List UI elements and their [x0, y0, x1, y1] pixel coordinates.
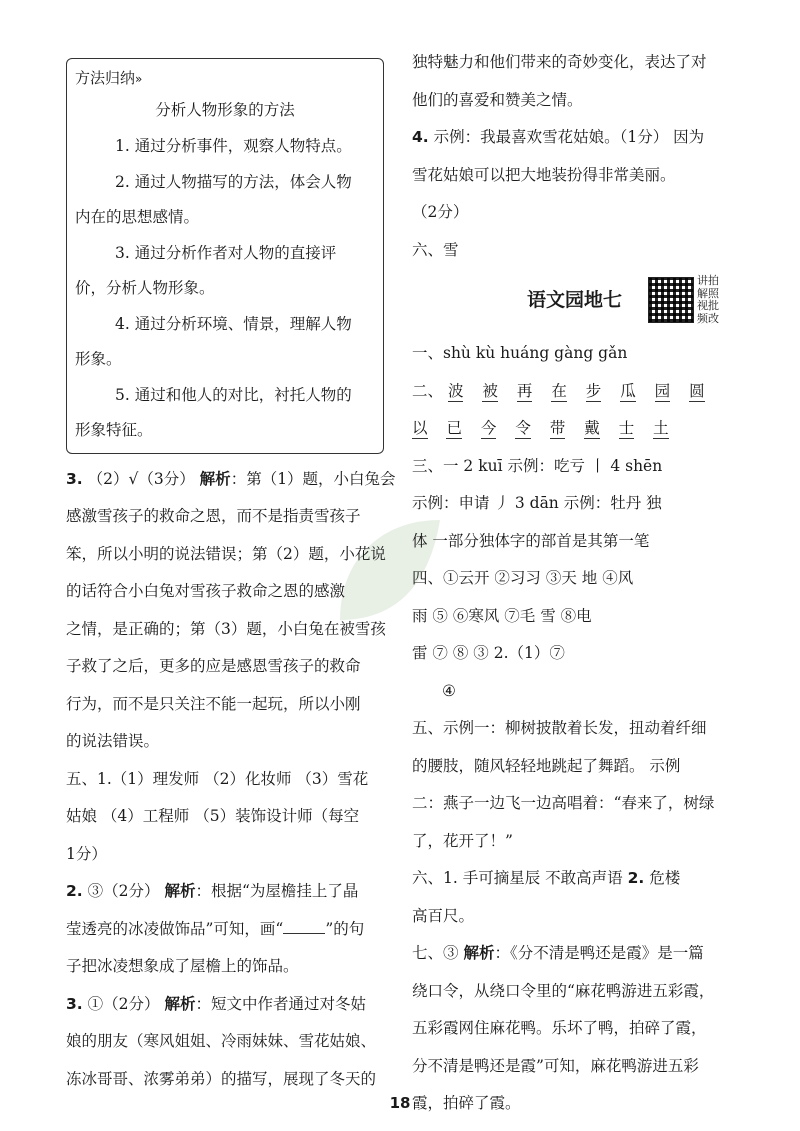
- q3-text: 子救了之后，更多的应是感恩雪孩子的救命: [66, 657, 361, 675]
- section-seven-analysis-label: 解析: [463, 944, 495, 962]
- method-box-tag: [75, 61, 375, 91]
- underline-blank: [283, 919, 325, 934]
- word-pair-char: 带: [549, 419, 566, 437]
- qr-caption: [697, 275, 727, 325]
- continued-text: 他们的喜爱和赞美之情。: [412, 90, 583, 109]
- q5-2-line: [66, 911, 388, 949]
- qr-caption-line: 频改: [697, 311, 719, 325]
- q3-answer-line: [66, 461, 396, 499]
- method-box-tag-text: 方法归纳: [75, 69, 136, 87]
- q3-text: 之情，是正确的；第（3）题，小白兔在被雪孩: [66, 619, 386, 638]
- q4-text: （2分）: [412, 203, 469, 221]
- section-three-line: 体 一部分独体字的部首是其第一笔: [412, 531, 650, 550]
- section-five-line: 姑娘 （4）工程师 （5）装饰设计师（每空: [66, 807, 360, 825]
- section-seven-text: 绕口令，从绕口令里的“麻花鸭游进五彩霞，: [412, 981, 715, 1000]
- section-seven-text: 霞，拍碎了霞。: [412, 1094, 521, 1112]
- q5-3-line: [66, 986, 388, 1024]
- q3-number: 3.: [66, 469, 83, 488]
- method-line: 价，分析人物形象。: [75, 279, 215, 297]
- q3-text: ：第（1）题，小白兔会: [230, 469, 396, 488]
- q5-3-number: 3.: [66, 994, 83, 1013]
- section-one-pinyin: 一、shù kù huáng gàng gǎn: [412, 344, 628, 362]
- method-box: [66, 58, 384, 454]
- section-seven-line: [412, 935, 742, 973]
- word-pair-char: 已: [446, 419, 462, 437]
- q5-2-number: 2.: [66, 882, 83, 900]
- q3-analysis-label: 解析: [199, 469, 231, 488]
- q4-line: [412, 119, 742, 157]
- qr-caption-line: 解照: [697, 286, 719, 300]
- section-six-b-prefix: 六、1.: [412, 869, 458, 887]
- q5-3-text: 冻冰哥哥、浓雾弟弟）的描写，展现了冬天的: [66, 1069, 377, 1088]
- word-pair-char: 土: [653, 419, 669, 437]
- qr-caption-line: 讲拍: [697, 274, 719, 287]
- section-six-answer: 六、雪: [412, 240, 459, 259]
- qr-caption-line: 视批: [697, 299, 719, 312]
- qr-code-icon[interactable]: [648, 277, 694, 323]
- word-pair-char: 再: [516, 381, 533, 400]
- section-title: 语文园地七: [527, 289, 623, 311]
- q4-number: 4.: [412, 128, 429, 146]
- section-two-row: [412, 410, 742, 448]
- method-line: 形象。: [75, 350, 122, 368]
- section-two-prefix: 二、: [412, 381, 444, 400]
- section-three-line: 示例：申请 丿 3 dān 示例：牡丹 独: [412, 494, 662, 512]
- word-pair-char: 瓜: [620, 381, 636, 400]
- word-pair-char: 波: [447, 381, 464, 400]
- section-heading: [412, 269, 742, 335]
- method-line: 5. 通过和他人的对比，衬托人物的: [115, 385, 352, 404]
- continued-text: 独特魅力和他们带来的奇妙变化，表达了对: [412, 53, 707, 71]
- section-three-line: 三、一 2 kuī 示例：吃亏 丨 4 shēn: [412, 456, 663, 475]
- word-pair-char: 圆: [689, 381, 705, 400]
- section-five-line: 五、1.（1）理发师 （2）化妆师 （3）雪花: [66, 769, 369, 788]
- word-pair-char: 令: [515, 419, 531, 437]
- method-line: 内在的思想感情。: [75, 208, 200, 226]
- q5-2-score: ③（2分）: [87, 882, 160, 900]
- word-pair-char: 被: [482, 381, 498, 400]
- q4-text: 示例：我最喜欢雪花姑娘。（1分） 因为: [433, 128, 705, 146]
- section-six-b-number: 2.: [627, 869, 645, 887]
- section-five-line: 二：燕子一边飞一边高唱着：“春来了，树绿: [412, 794, 715, 812]
- section-seven-prefix: 七、③: [412, 944, 464, 962]
- word-pair-char: 今: [480, 419, 497, 437]
- word-pair-char: 以: [412, 419, 428, 437]
- q3-text: 笨，所以小明的说法错误；第（2）题，小花说: [66, 544, 386, 563]
- section-six-b-line: [412, 860, 742, 898]
- word-pair-char: 戴: [584, 419, 600, 437]
- word-pair-char: 步: [585, 381, 602, 400]
- section-five-line: 的腰肢，随风轻轻地跳起了舞蹈。 示例: [412, 756, 681, 775]
- word-pair-char: 园: [654, 381, 671, 400]
- q5-3-analysis-label: 解析: [164, 994, 196, 1013]
- q3-text: 感激雪孩子的救命之恩，而不是指责雪孩子: [66, 507, 361, 525]
- page-number: 18: [389, 1094, 411, 1112]
- q5-3-text: 娘的朋友（寒风姐姐、冷雨妹妹、雪花姑娘、: [66, 1032, 377, 1050]
- q5-3-score: ①（2分）: [87, 994, 160, 1013]
- section-two-row: [412, 373, 742, 411]
- method-line: 3. 通过分析作者对人物的直接评: [115, 243, 337, 262]
- section-five-line: 五、示例一：柳树披散着长发，扭动着纤细: [412, 719, 707, 737]
- q5-3-text: ：短文中作者通过对冬姑: [195, 994, 366, 1013]
- q3-text: 的说法错误。: [66, 732, 160, 750]
- q4-text: 雪花姑娘可以把大地装扮得非常美丽。: [412, 165, 676, 184]
- word-pair-char: 士: [618, 419, 635, 437]
- section-six-b-text: 手可摘星辰 不敢高声语: [462, 869, 628, 887]
- q5-2-text: ：根据“为屋檐挂上了晶: [195, 882, 359, 900]
- section-six-b-text: 危楼: [644, 869, 681, 887]
- q5-2-text: 莹透亮的冰凌做饰品”可知，画“: [66, 919, 284, 938]
- q5-2-analysis-label: 解析: [164, 882, 196, 900]
- section-six-b-text: 高百尺。: [412, 906, 475, 925]
- method-box-title: 分析人物形象的方法: [155, 101, 295, 119]
- section-four-line: 雷 ⑦ ⑧ ③ 2.（1）⑦: [412, 644, 565, 662]
- section-four-line: 雨 ⑤ ⑥寒风 ⑦毛 雪 ⑧电: [412, 606, 592, 625]
- method-line: 1. 通过分析事件，观察人物特点。: [115, 137, 352, 155]
- section-seven-text: 五彩霞网住麻花鸭。乐坏了鸭，拍碎了霞，: [412, 1019, 707, 1037]
- section-five-line: 1分）: [66, 844, 107, 863]
- method-line: 2. 通过人物描写的方法，体会人物: [115, 172, 352, 191]
- double-chevron-icon: »: [135, 72, 143, 86]
- q5-2-text: 子把冰凌想象成了屋檐上的饰品。: [66, 957, 299, 975]
- q5-2-text: ”的句: [325, 919, 365, 938]
- q3-text: 行为，而不是只关注不能一起玩，所以小刚: [66, 694, 361, 713]
- right-column: [412, 44, 742, 1123]
- section-seven-text: 分不清是鸭还是霞”可知，麻花鸭游进五彩: [412, 1056, 699, 1075]
- section-five-line: 了，花开了！”: [412, 831, 513, 850]
- section-seven-text: ：《分不清是鸭还是霞》是一篇: [494, 944, 704, 962]
- q3-score: （2）√（3分）: [87, 469, 195, 488]
- word-pair-char: 在: [551, 381, 567, 400]
- method-line: 4. 通过分析环境、情景，理解人物: [115, 314, 352, 333]
- q3-text: 的话符合小白兔对雪孩子救命之恩的感激: [66, 582, 346, 600]
- left-column: [66, 44, 396, 1098]
- q5-2-line: [66, 873, 388, 911]
- section-four-line: ④: [442, 681, 456, 700]
- method-line: 形象特征。: [75, 421, 153, 439]
- section-four-line: 四、①云开 ②习习 ③天 地 ④风: [412, 569, 634, 587]
